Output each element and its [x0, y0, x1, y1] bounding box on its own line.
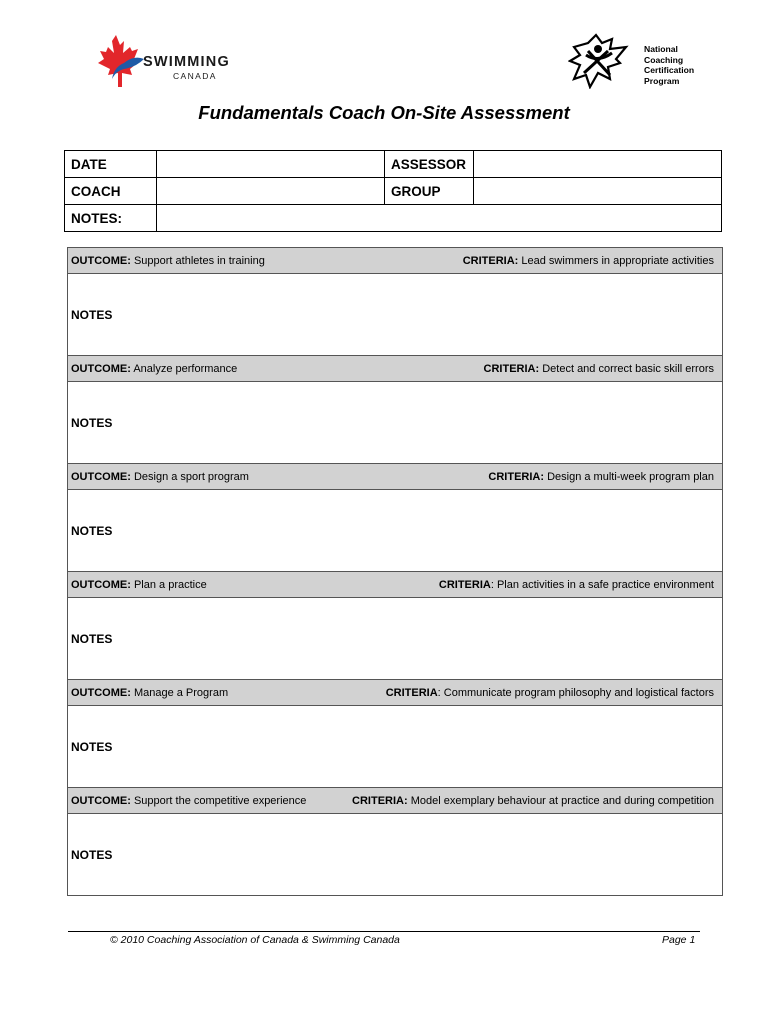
outcome-header	[68, 680, 722, 706]
outcome-notes-field[interactable]	[68, 274, 722, 356]
date-label: DATE	[65, 151, 157, 178]
coach-field[interactable]	[157, 178, 385, 205]
criteria-text: CRITERIA: Model exemplary behaviour at practice and during competition	[352, 794, 714, 807]
nccp-line: Coaching	[644, 54, 684, 65]
outcome-block	[68, 788, 722, 895]
outcome-notes-label: NOTES	[71, 415, 113, 430]
outcome-text: OUTCOME: Support athletes in training	[71, 254, 265, 267]
outcome-notes-label: NOTES	[71, 307, 113, 322]
outcome-header	[68, 788, 722, 814]
outcome-header	[68, 464, 722, 490]
outcome-text: OUTCOME: Manage a Program	[71, 686, 229, 699]
outcome-text: OUTCOME: Design a sport program	[71, 470, 249, 483]
outcomes-table	[67, 247, 723, 896]
outcome-notes-label: NOTES	[71, 523, 113, 538]
criteria-text: CRITERIA: Lead swimmers in appropriate activities	[462, 254, 714, 267]
outcome-text: OUTCOME: Support the competitive experience	[71, 794, 307, 807]
outcome-block	[68, 572, 722, 680]
assessor-label: ASSESSOR	[385, 151, 474, 178]
nccp-logo	[568, 33, 708, 89]
notes-label: NOTES:	[65, 205, 157, 232]
nccp-line: National	[644, 44, 678, 54]
outcome-text: OUTCOME: Analyze performance	[71, 362, 238, 375]
criteria-text: CRITERIA: Plan activities in a safe practice environment	[438, 578, 714, 591]
assessment-info-table	[64, 150, 722, 232]
outcome-block	[68, 356, 722, 464]
notes-field[interactable]	[157, 205, 722, 232]
swimming-logo-text: SWIMMING	[143, 54, 230, 70]
assessor-field[interactable]	[474, 151, 722, 178]
coach-label: COACH	[65, 178, 157, 205]
maple-leaf-icon	[94, 33, 146, 89]
page-title: Fundamentals Coach On-Site Assessment	[198, 102, 570, 123]
criteria-text: CRITERIA: Communicate program philosophy and logistical factors	[385, 686, 714, 699]
group-label: GROUP	[385, 178, 474, 205]
outcome-notes-field[interactable]	[68, 814, 722, 895]
criteria-text: CRITERIA: Detect and correct basic skill errors	[483, 362, 714, 375]
outcome-notes-field[interactable]	[68, 382, 722, 464]
nccp-emblem-icon	[568, 33, 638, 89]
group-field[interactable]	[474, 178, 722, 205]
date-field[interactable]	[157, 151, 385, 178]
outcome-block	[68, 464, 722, 572]
outcome-header	[68, 248, 722, 274]
outcome-block	[68, 248, 722, 356]
nccp-line: Program	[644, 75, 680, 86]
outcome-text: OUTCOME: Plan a practice	[71, 578, 207, 591]
nccp-line: Certification	[644, 65, 695, 75]
page-number: Page 1	[662, 934, 696, 946]
footer-divider	[68, 931, 700, 932]
outcome-header	[68, 572, 722, 598]
nccp-logo-text	[644, 44, 694, 86]
canada-logo-text: CANADA	[173, 71, 217, 81]
outcome-notes-label: NOTES	[71, 739, 113, 754]
outcome-notes-field[interactable]	[68, 706, 722, 788]
outcome-header	[68, 356, 722, 382]
outcome-block	[68, 680, 722, 788]
outcome-notes-field[interactable]	[68, 490, 722, 572]
outcome-notes-label: NOTES	[71, 847, 113, 862]
swimming-canada-logo	[94, 33, 254, 89]
criteria-text: CRITERIA: Design a multi-week program plan	[488, 470, 714, 483]
outcome-notes-label: NOTES	[71, 631, 113, 646]
footer-copyright: © 2010 Coaching Association of Canada & Swimming Canada	[110, 934, 400, 946]
outcome-notes-field[interactable]	[68, 598, 722, 680]
